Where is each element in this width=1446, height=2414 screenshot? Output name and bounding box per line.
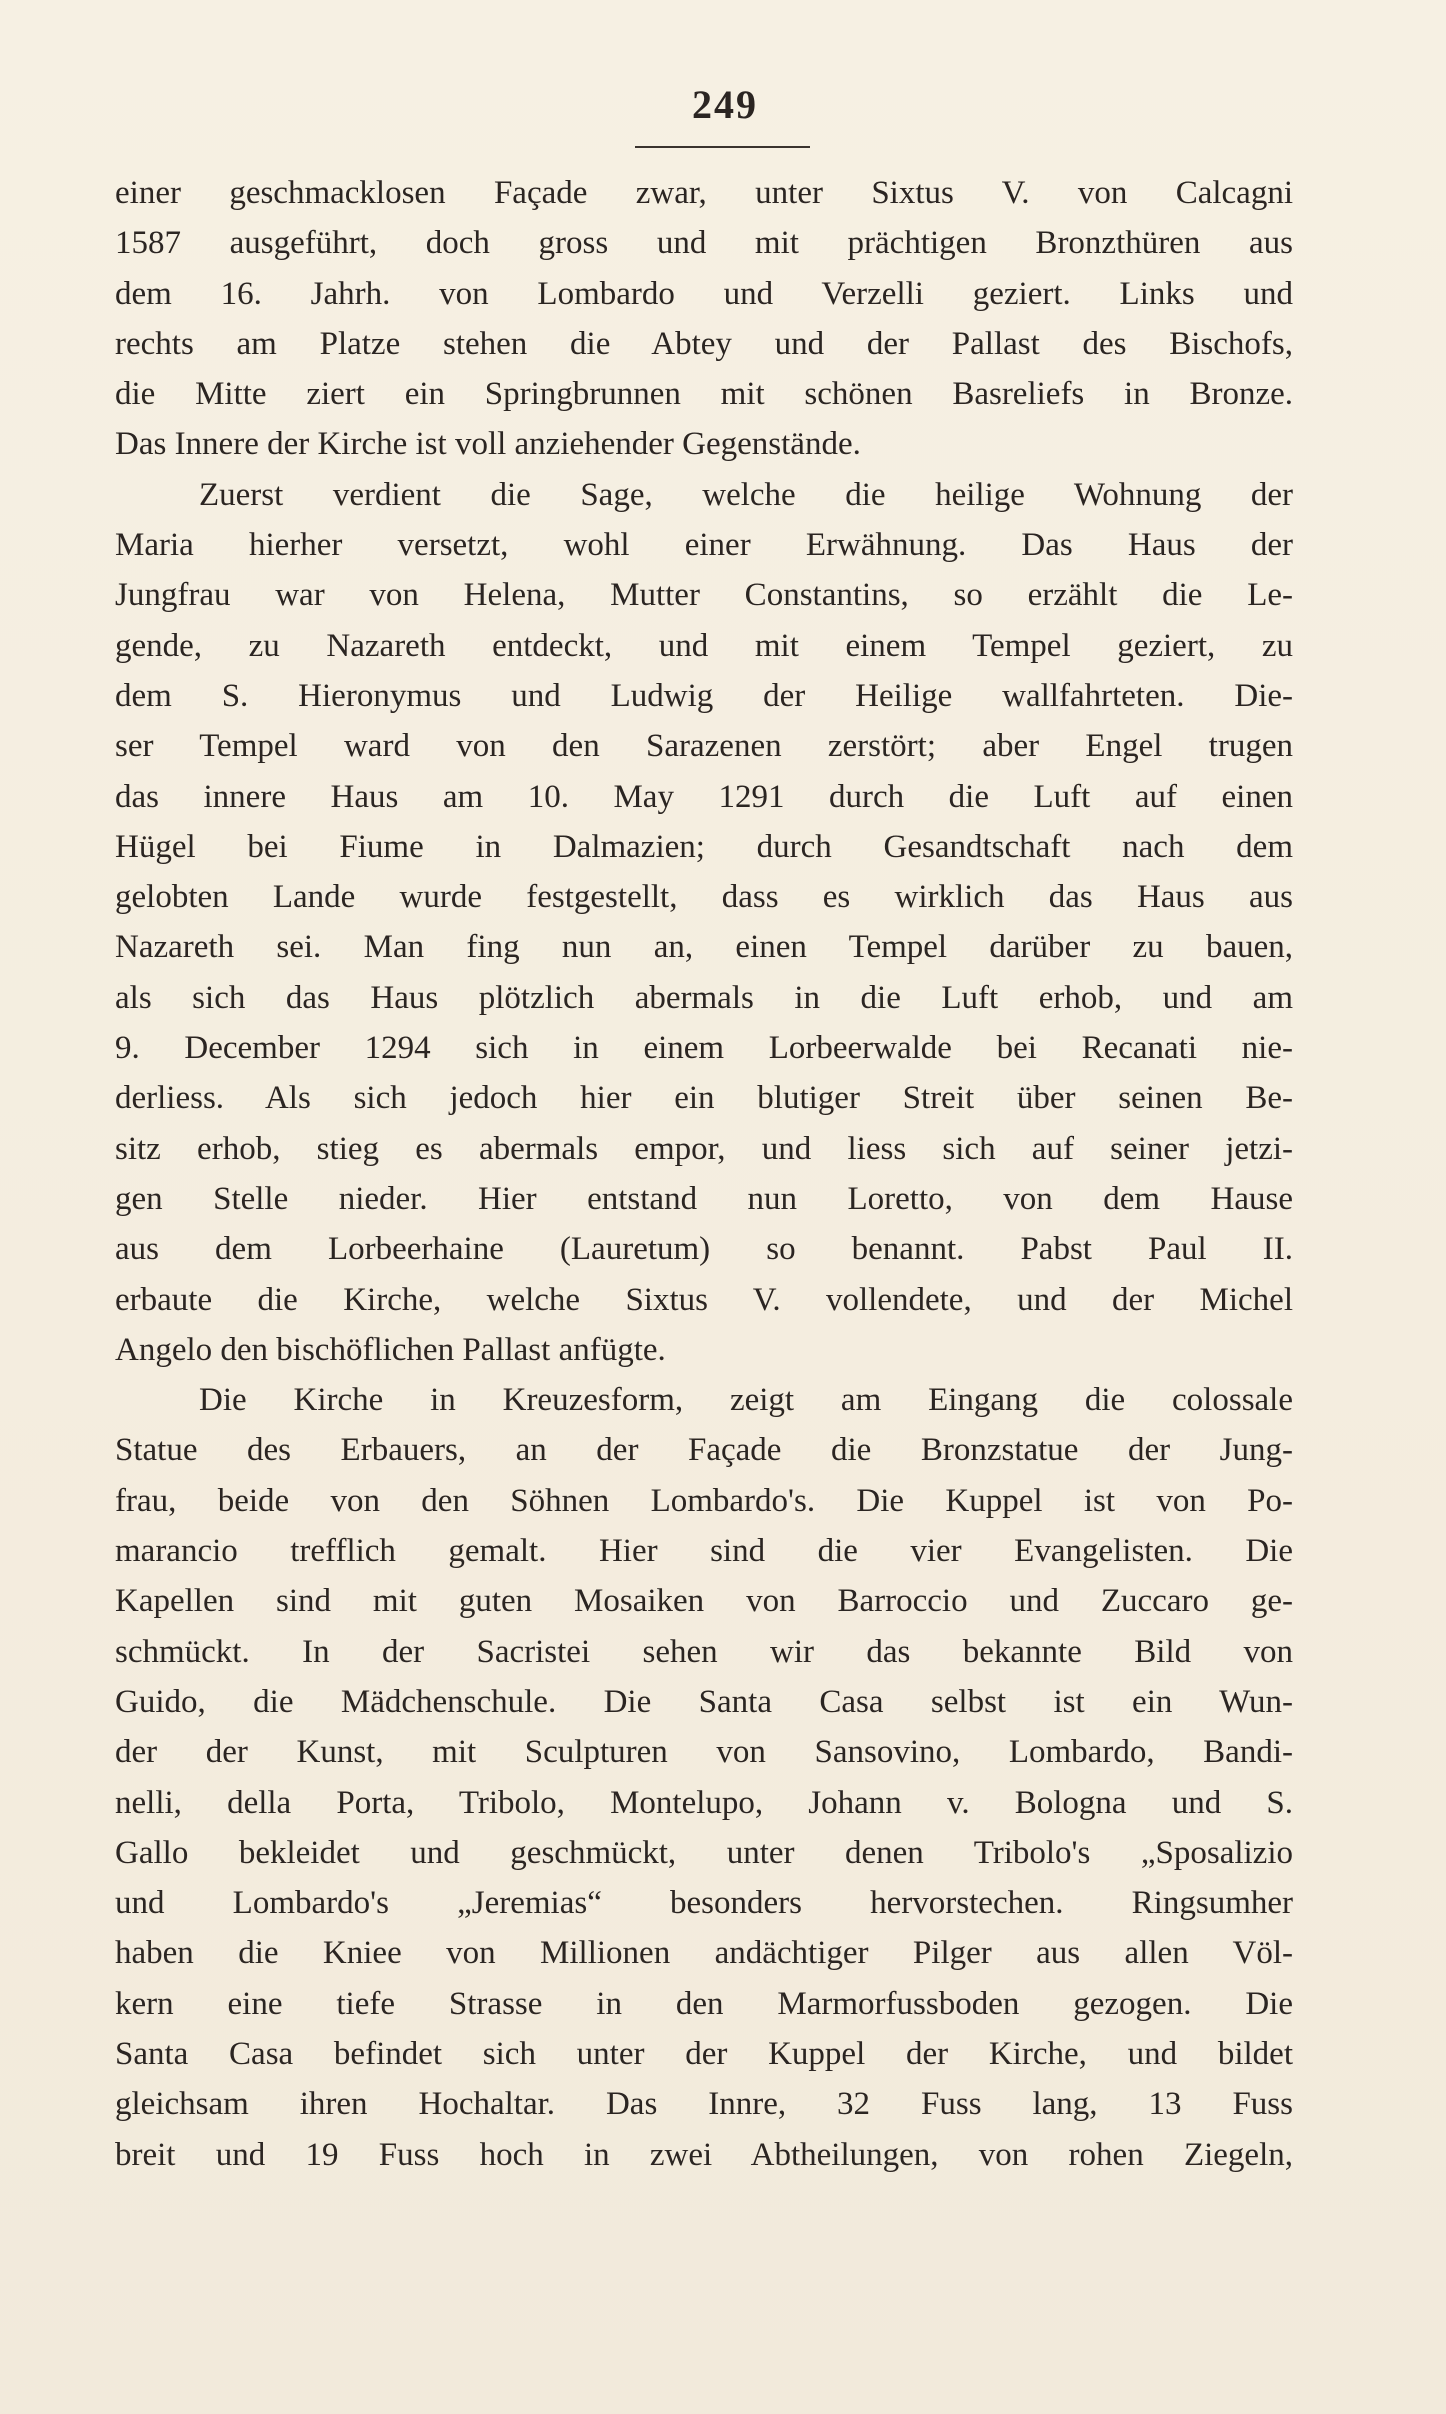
text-line: Die Kirche in Kreuzesform, zeigt am Eingang die colossale — [199, 1382, 1293, 1419]
body-text — [115, 168, 1293, 2180]
text-line: Angelo den bischöflichen Pallast anfügte. — [115, 1331, 666, 1368]
text-line: gelobten Lande wurde festgestellt, dass es wirklich das Haus aus — [115, 879, 1293, 916]
text-line: haben die Kniee von Millionen andächtiger Pilger aus allen Völ- — [115, 1935, 1293, 1972]
paragraph — [115, 470, 1293, 1375]
text-line: schmückt. In der Sacristei sehen wir das bekannte Bild von — [115, 1633, 1293, 1670]
text-line: breit und 19 Fuss hoch in zwei Abtheilungen, von rohen Ziegeln, — [115, 2136, 1293, 2173]
text-line: als sich das Haus plötzlich abermals in die Luft erhob, und am — [115, 979, 1293, 1016]
text-line: ser Tempel ward von den Sarazenen zerstört; aber Engel trugen — [115, 728, 1293, 765]
text-line: sitz erhob, stieg es abermals empor, und liess sich auf seiner jetzi- — [115, 1130, 1293, 1167]
text-line: frau, beide von den Söhnen Lombardo's. Die Kuppel ist von Po- — [115, 1482, 1293, 1519]
text-line: Maria hierher versetzt, wohl einer Erwähnung. Das Haus der — [115, 527, 1293, 564]
text-line: einer geschmacklosen Façade zwar, unter Sixtus V. von Calcagni — [115, 175, 1293, 211]
text-line: Zuerst verdient die Sage, welche die heilige Wohnung der — [199, 476, 1293, 513]
text-line: Nazareth sei. Man fing nun an, einen Tempel darüber zu bauen, — [115, 929, 1293, 966]
text-line: dem 16. Jahrh. von Lombardo und Verzelli geziert. Links und — [115, 275, 1293, 312]
paragraph — [115, 168, 1293, 470]
text-line: gende, zu Nazareth entdeckt, und mit einem Tempel geziert, zu — [115, 627, 1293, 664]
text-line: erbaute die Kirche, welche Sixtus V. vollendete, und der Michel — [115, 1281, 1293, 1318]
text-line: nelli, della Porta, Tribolo, Montelupo, Johann v. Bologna und S. — [115, 1784, 1293, 1821]
text-line: Das Innere der Kirche ist voll anziehender Gegenstände. — [115, 426, 861, 463]
text-line: aus dem Lorbeerhaine (Lauretum) so benannt. Pabst Paul II. — [115, 1231, 1293, 1268]
text-line: gleichsam ihren Hochaltar. Das Innre, 32 Fuss lang, 13 Fuss — [115, 2086, 1293, 2123]
text-line: Hügel bei Fiume in Dalmazien; durch Gesandtschaft nach dem — [115, 828, 1293, 865]
text-line: Jungfrau war von Helena, Mutter Constantins, so erzählt die Le- — [115, 577, 1293, 614]
text-line: und Lombardo's „Jeremias“ besonders hervorstechen. Ringsumher — [115, 1885, 1293, 1922]
paragraph — [115, 1375, 1293, 2180]
text-line: Kapellen sind mit guten Mosaiken von Barroccio und Zuccaro ge- — [115, 1583, 1293, 1620]
text-line: derliess. Als sich jedoch hier ein blutiger Streit über seinen Be- — [115, 1080, 1293, 1117]
page-number: 249 — [692, 82, 758, 127]
text-line: das innere Haus am 10. May 1291 durch die Luft auf einen — [115, 778, 1293, 815]
text-line: marancio trefflich gemalt. Hier sind die vier Evangelisten. Die — [115, 1533, 1293, 1570]
text-line: Santa Casa befindet sich unter der Kuppel der Kirche, und bildet — [115, 2035, 1293, 2072]
page-number-rule — [635, 146, 810, 148]
text-line: Statue des Erbauers, an der Façade die Bronzstatue der Jung- — [115, 1432, 1293, 1469]
text-line: gen Stelle nieder. Hier entstand nun Loretto, von dem Hause — [115, 1180, 1293, 1217]
text-line: Guido, die Mädchenschule. Die Santa Casa selbst ist ein Wun- — [115, 1683, 1293, 1720]
text-line: der der Kunst, mit Sculpturen von Sansovino, Lombardo, Bandi- — [115, 1734, 1293, 1771]
text-line: kern eine tiefe Strasse in den Marmorfussboden gezogen. Die — [115, 1985, 1293, 2022]
text-line: 9. December 1294 sich in einem Lorbeerwalde bei Recanati nie- — [115, 1030, 1293, 1067]
text-line: die Mitte ziert ein Springbrunnen mit schönen Basreliefs in Bronze. — [115, 376, 1293, 413]
text-line: rechts am Platze stehen die Abtey und der Pallast des Bischofs, — [115, 325, 1293, 362]
text-line: dem S. Hieronymus und Ludwig der Heilige wallfahrteten. Die- — [115, 677, 1293, 714]
text-line: 1587 ausgeführt, doch gross und mit prächtigen Bronzthüren aus — [115, 225, 1293, 262]
text-line: Gallo bekleidet und geschmückt, unter denen Tribolo's „Sposalizio — [115, 1834, 1293, 1871]
